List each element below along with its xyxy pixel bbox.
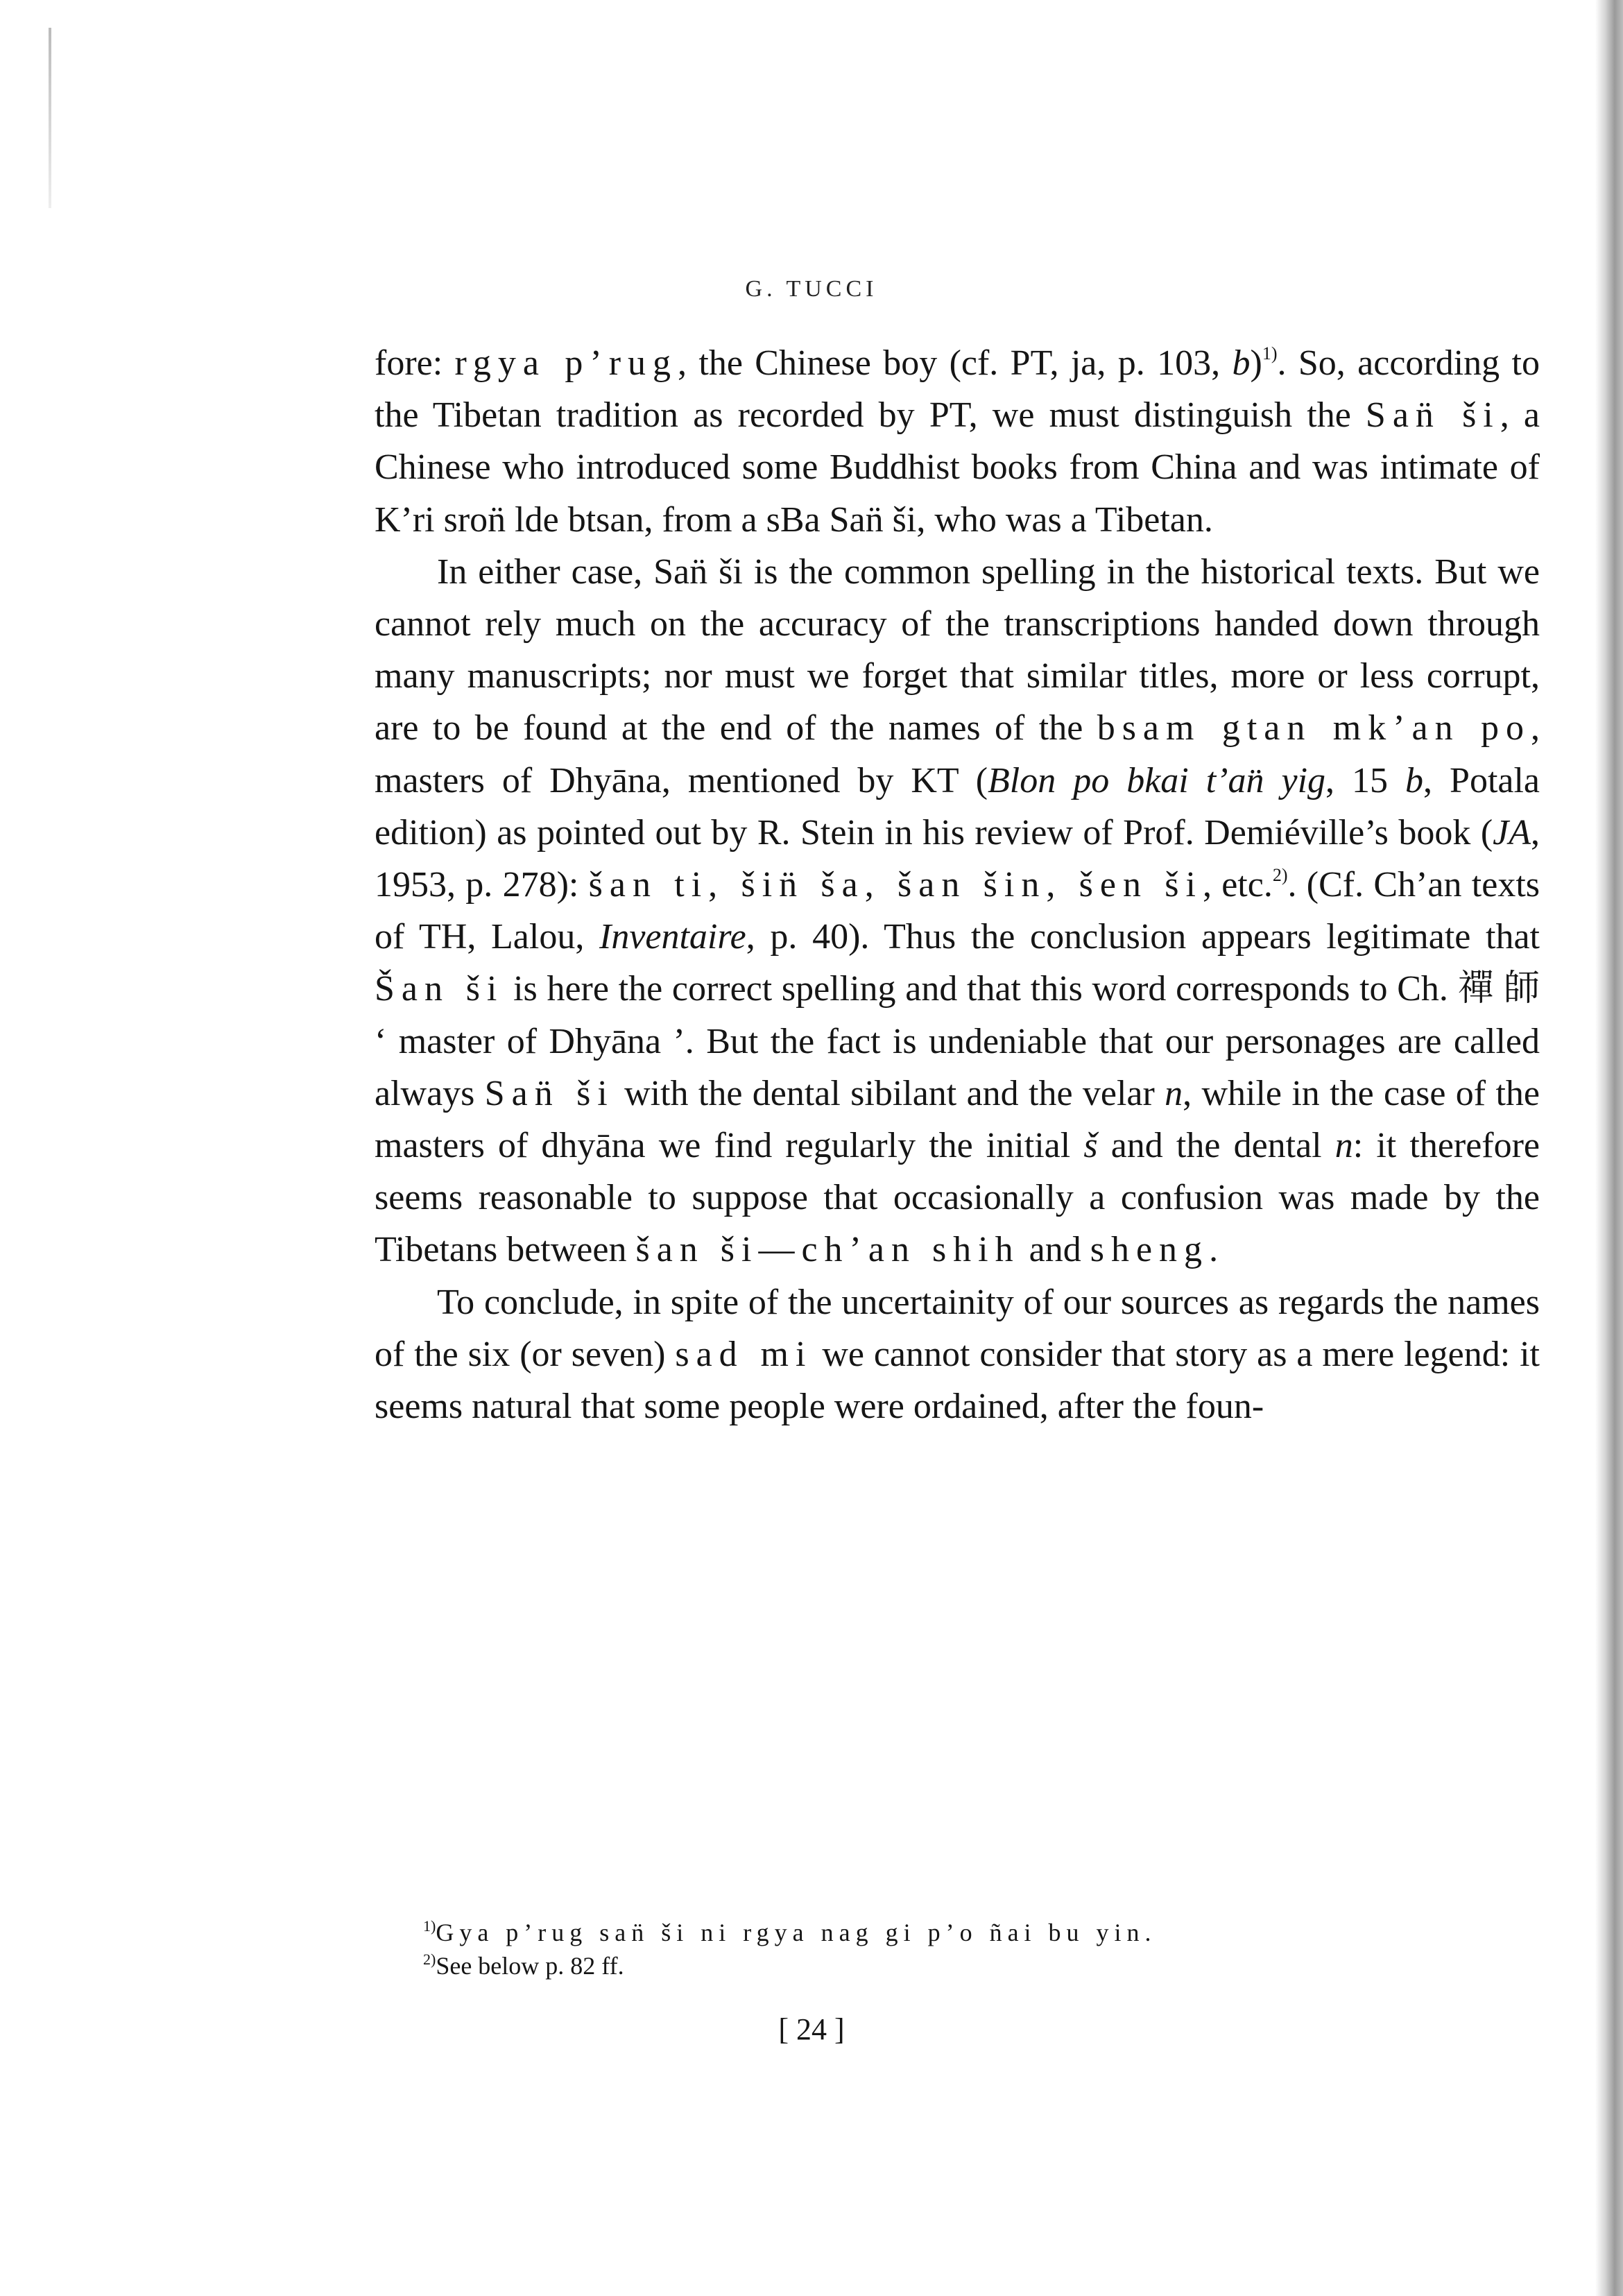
footnote-ref-2[interactable]: 2) xyxy=(1272,865,1288,886)
spaced-term: Šan ši xyxy=(375,969,504,1009)
spaced-term: sad mi xyxy=(675,1334,813,1374)
spaced-term: San̈ ši xyxy=(484,1073,615,1113)
spaced-term: bsam gtan mk’an po xyxy=(1097,708,1531,748)
footnote-1: $^{1)}$Gya p’rug san̈ ši ni rgya nag gi p’o ñai bu yin. xyxy=(423,1917,1157,1946)
paragraph-3: To conclude, in spite of the uncertainity of our sources as regards the names of the six (or seven) sad mi we cannot consider that story as a mere legend: it seems natural that some people were ordained, after the foun- xyxy=(375,1282,1540,1427)
spaced-term: San̈ ši xyxy=(1365,395,1500,436)
page-number: [ 24 ] xyxy=(778,2012,845,2046)
page-edge-shadow xyxy=(1595,0,1623,2296)
spaced-term: šan ši—ch’an shih xyxy=(635,1230,1020,1270)
running-header: G. TUCCI xyxy=(745,276,878,302)
spaced-term: rgya p’rug xyxy=(454,343,678,383)
footnotes xyxy=(423,1916,1533,1982)
body-text xyxy=(375,337,1540,1432)
footnote-2: $^{2)}$See below p. 82 ff. xyxy=(423,1951,624,1980)
scan-edge-mark xyxy=(49,28,51,208)
paragraph-2: In either case, San̈ ši is the common spelling in the historical texts. But we cannot rely much on the accuracy of the transcriptions handed down through many manuscripts; nor must we forget that similar titles, more or less corrupt, are to be found at the end of the names of the bsam gtan mk’an po, masters of Dhyāna, mentioned by KT (Blon po bkai t’an̈ yig, 15 b, Potala edition) as pointed out by R. Stein in his review of Prof. Demiéville’s book (JA, 1953, p. 278): šan ti, šin̈ ša, šan šin, šen ši, etc.$^{2)}$. (Cf. Ch’an texts of TH, Lalou, Inventaire, p. 40). Thus the conclusion appears legitimate that Šan ši is here the correct spelling and that this word corresponds to Ch. 禪 師 ‘ master of Dhyāna ’. But the fact is undeniable that our personages are called always San̈ ši with the dental sibilant and the velar n, while in the case of the masters of dhyāna we find regularly the initial š and the dental n: it therefore seems reasonable to suppose that occasionally a confusion was made by the Tibetans between šan ši—ch’an shih and sheng. xyxy=(375,551,1540,1270)
spaced-term: sheng xyxy=(1090,1230,1210,1270)
footnote-ref-1[interactable]: 1) xyxy=(1262,343,1278,363)
spaced-term: šan ti, šin̈ ša, šan šin, šen ši xyxy=(588,865,1203,905)
paragraph-1: fore: rgya p’rug, the Chinese boy (cf. PT, ja, p. 103, b)$^{1)}$. So, according to the Tibetan tradition as recorded by PT, we must distinguish the San̈ ši, a Chinese who introduced some Buddhist books from China and was intimate of K’ri sron̈ lde btsan, from a sBa San̈ ši, who was a Tibetan. xyxy=(375,343,1540,540)
